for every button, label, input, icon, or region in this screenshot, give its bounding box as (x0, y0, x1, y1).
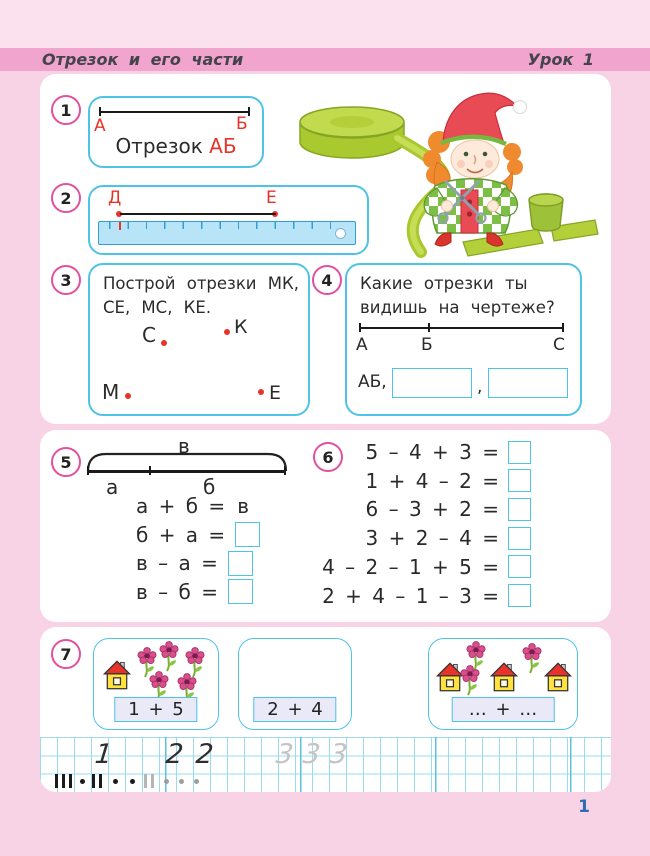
task7-card-3 (428, 638, 578, 730)
point-k-label: К (234, 316, 248, 338)
task7-card-2 (238, 638, 352, 730)
task4-number-label: 4 (321, 270, 333, 290)
point-c-label: С (142, 323, 156, 347)
bucket-icon (529, 194, 563, 231)
task3-box (88, 263, 310, 416)
answer-box[interactable] (508, 527, 531, 550)
trace-digit[interactable]: 3 (274, 739, 295, 770)
house-icon (102, 659, 132, 691)
task4-instruction-line2: видишь на чертеже? (360, 298, 555, 317)
answer-box[interactable] (235, 522, 260, 547)
expression-plaque: 2 + 4 (253, 697, 336, 722)
point-k-dot[interactable] (224, 329, 230, 335)
ribbon-roll-icon (300, 107, 404, 158)
answer-box[interactable] (228, 551, 253, 576)
pattern-bar (69, 774, 72, 788)
top-margin (0, 0, 650, 48)
gnome-eye (464, 152, 469, 157)
gnome-pompom (514, 101, 527, 114)
equation-rhs: в (237, 494, 249, 518)
task5-number (51, 447, 81, 477)
task1-number (51, 95, 81, 125)
flower-icon (521, 643, 543, 675)
task5-number-label: 5 (60, 452, 72, 472)
expression-plaque[interactable]: … + … (452, 697, 555, 722)
equation-lhs: а + б = (136, 494, 226, 518)
equation-lhs: 5 – 4 + 3 = (365, 440, 499, 464)
point-a-label: А (94, 116, 106, 136)
equation-lhs: 3 + 2 – 4 = (365, 526, 499, 551)
equation-row (136, 522, 260, 548)
point-e-label: Е (269, 382, 282, 404)
pattern-bar (92, 774, 95, 788)
equation-lhs: в – б = (136, 579, 218, 604)
point-e-label: Е (266, 188, 277, 208)
task3-instruction (103, 272, 299, 320)
point-b-label: Б (421, 335, 433, 355)
equation-lhs: 1 + 4 – 2 = (365, 468, 499, 493)
task2-number-label: 2 (60, 188, 72, 208)
task6-number-label: 6 (322, 447, 334, 467)
equation-lhs: 2 + 4 – 1 – 3 = (322, 583, 499, 608)
gnome-boot-left (435, 233, 451, 246)
task4-instruction (360, 272, 555, 320)
answer-box-1[interactable] (392, 368, 472, 398)
pattern-dot-trace[interactable] (194, 779, 199, 784)
header-band (0, 48, 650, 71)
pattern-dot-trace[interactable] (164, 779, 169, 784)
equation-row (366, 496, 531, 522)
answer-box-2[interactable] (488, 368, 568, 398)
pattern-dot-trace[interactable] (179, 779, 184, 784)
task2-number (51, 183, 81, 213)
handwritten-digit: 2 (194, 739, 215, 770)
point-m-dot[interactable] (125, 393, 131, 399)
part-left-label: а (106, 475, 119, 499)
lesson-number: Урок 1 (527, 50, 594, 69)
pattern-bar (62, 774, 65, 788)
page-title: Отрезок и его части (42, 50, 244, 69)
task3-number-label: 3 (60, 270, 72, 290)
segment-caption (90, 134, 262, 158)
whole-label: в (178, 434, 190, 458)
point-c-dot[interactable] (161, 340, 167, 346)
flower-icon (158, 641, 180, 673)
task7-number-label: 7 (60, 644, 72, 664)
equation-lhs: б + а = (136, 522, 226, 547)
expression-plaque: 1 + 5 (114, 697, 197, 722)
house-icon (489, 661, 519, 693)
whole-part-segment (88, 470, 285, 473)
point-d-label: Д (108, 188, 122, 208)
answer-separator: , (477, 377, 483, 397)
equation-lhs: в – а = (136, 551, 218, 575)
equation-row (322, 583, 531, 609)
task4-box (345, 263, 582, 416)
equation-lhs: 4 – 2 – 1 + 5 = (322, 554, 499, 579)
point-a-label: А (356, 335, 368, 355)
task4-number (312, 265, 342, 295)
pattern-bar-trace[interactable] (151, 774, 154, 788)
point-e-dot[interactable] (258, 389, 264, 395)
page-number: 1 (578, 797, 590, 817)
gnome-hand (488, 201, 499, 212)
answer-box[interactable] (508, 584, 531, 607)
point-m-label: М (102, 380, 120, 404)
part-right-label: б (203, 475, 216, 499)
pattern-bar-trace[interactable] (144, 774, 147, 788)
task7-card-1 (93, 638, 219, 730)
gnome-hand (442, 201, 453, 212)
equation-lhs: 6 – 3 + 2 = (365, 497, 499, 522)
answer-prefix: АБ, (358, 372, 387, 392)
pattern-bar (55, 774, 58, 788)
gnome-illustration (285, 80, 600, 262)
gnome-eye (483, 152, 488, 157)
answer-box[interactable] (228, 579, 253, 604)
answer-box[interactable] (508, 555, 531, 578)
equation-row (366, 439, 531, 465)
task1-number-label: 1 (60, 100, 72, 120)
pattern-dot (113, 779, 118, 784)
segment-de (120, 213, 276, 215)
task7-number (51, 639, 81, 669)
handwritten-digit: 1 (93, 739, 114, 770)
handwriting-grid[interactable] (40, 737, 611, 792)
equation-row (136, 550, 253, 576)
task6-number (313, 442, 343, 472)
equation-row (136, 579, 253, 605)
panel-bottom (40, 627, 611, 792)
answer-box[interactable] (508, 469, 531, 492)
handwritten-digit: 2 (164, 739, 185, 770)
task3-number (51, 265, 81, 295)
answer-box[interactable] (508, 498, 531, 521)
task4-instruction-line1: Какие отрезки ты (360, 274, 528, 293)
equation-row (322, 554, 531, 580)
answer-box[interactable] (508, 441, 531, 464)
trace-digit[interactable]: 3 (301, 739, 322, 770)
gnome (423, 93, 527, 246)
equation-row (366, 525, 531, 551)
equation-row (366, 468, 531, 494)
point-c-label: С (553, 335, 565, 355)
house-icon (543, 661, 573, 693)
flower-icon (459, 665, 481, 697)
caption-word: Отрезок (115, 134, 203, 158)
segment-ab (100, 111, 250, 113)
pattern-bar (99, 774, 102, 788)
pattern-dot (130, 779, 135, 784)
pattern-dot (80, 779, 85, 784)
caption-segment-name: АБ (209, 134, 237, 158)
trace-digit[interactable]: 3 (328, 739, 349, 770)
task3-instruction-line2: СЕ, МС, КЕ. (103, 298, 212, 317)
equation-row (136, 493, 249, 519)
ruler-red-mark (119, 222, 121, 230)
point-b-label: Б (236, 114, 248, 134)
task1-box (88, 96, 264, 168)
segment-abc (360, 327, 564, 329)
task3-instruction-line1: Построй отрезки МК, (103, 274, 299, 293)
